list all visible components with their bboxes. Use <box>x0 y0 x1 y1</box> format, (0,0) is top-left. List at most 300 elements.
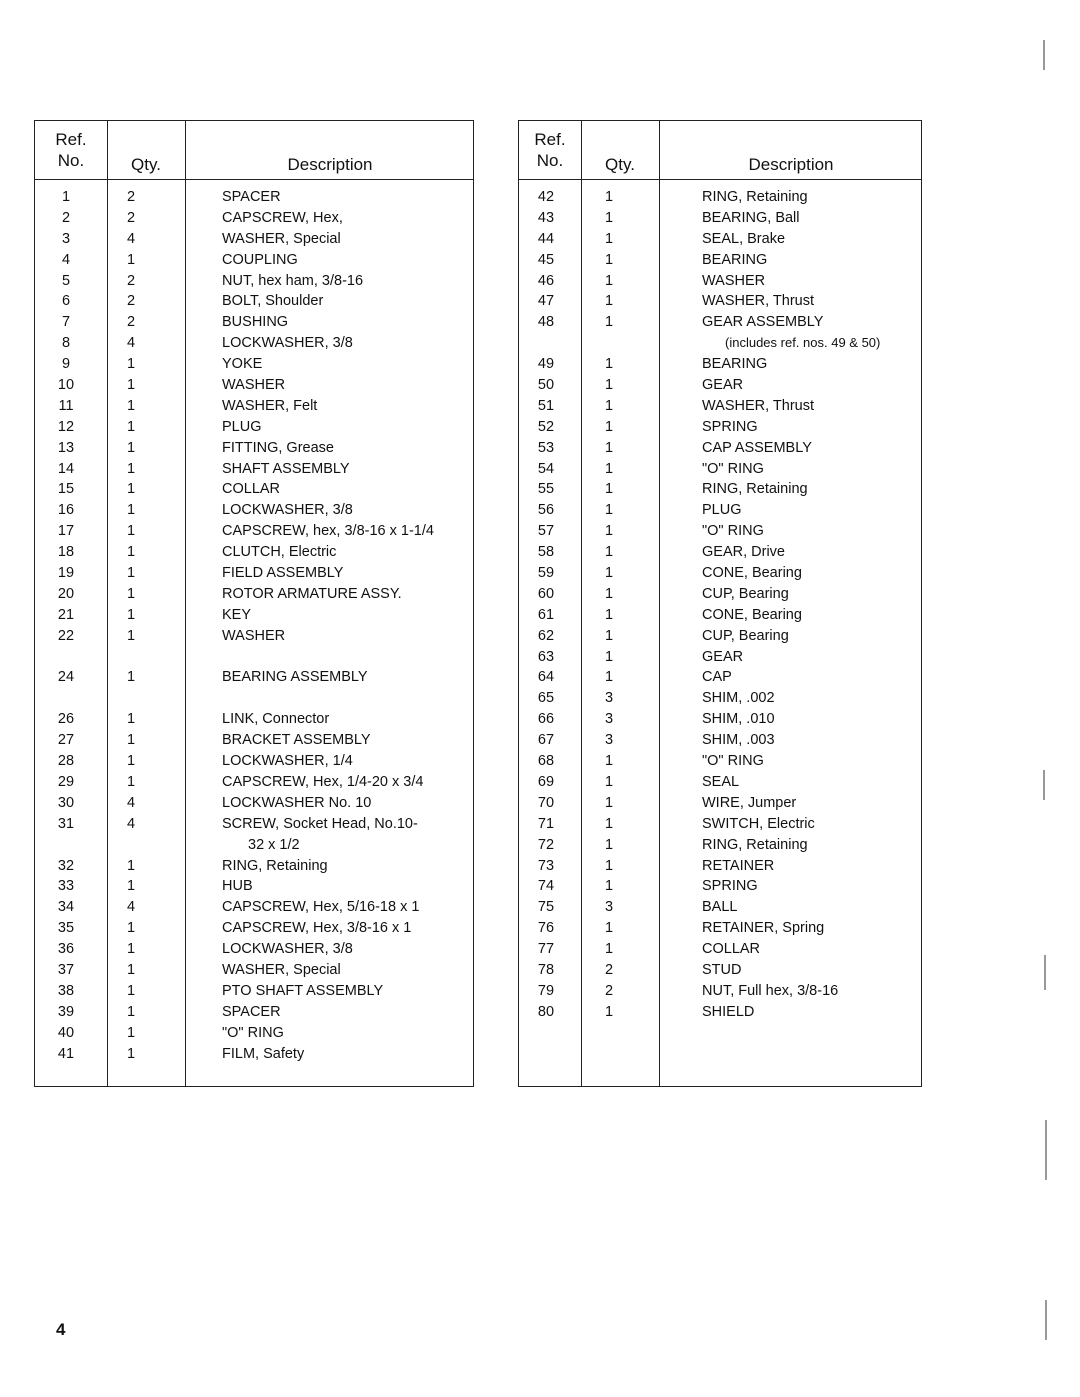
table-row <box>35 751 473 772</box>
ref-number: 62 <box>537 627 555 644</box>
ref-number: 32 <box>57 857 75 874</box>
part-description: LOCKWASHER No. 10 <box>222 794 372 811</box>
table-row <box>35 981 473 1002</box>
table-row <box>35 1002 473 1023</box>
table-row <box>519 187 921 208</box>
table-row <box>519 417 921 438</box>
part-description: SHAFT ASSEMBLY <box>222 460 350 477</box>
table-row <box>35 291 473 312</box>
table-row <box>35 876 473 897</box>
ref-number: 58 <box>537 544 555 561</box>
part-description: WASHER <box>702 272 766 289</box>
parts-table-right <box>518 120 922 1087</box>
part-description: FITTING, Grease <box>222 439 334 456</box>
table-row <box>35 375 473 396</box>
ref-number: 78 <box>537 961 555 978</box>
part-description: RING, Retaining <box>702 189 808 205</box>
table-row <box>519 250 921 271</box>
quantity: 1 <box>126 941 136 958</box>
quantity: 1 <box>604 815 614 832</box>
ref-number: 75 <box>537 899 555 916</box>
table-row <box>519 521 921 542</box>
quantity: 4 <box>126 794 136 811</box>
table-row <box>35 312 473 333</box>
table-row <box>35 647 473 668</box>
quantity: 1 <box>126 544 136 561</box>
table-row <box>519 960 921 981</box>
quantity: 3 <box>604 899 614 916</box>
ref-number: 5 <box>61 272 71 289</box>
part-description: BEARING <box>702 356 768 373</box>
quantity: 1 <box>604 293 614 310</box>
part-description: SHIM, .002 <box>702 690 775 707</box>
part-description: HUB <box>222 878 253 895</box>
ref-number: 51 <box>537 397 555 414</box>
quantity: 1 <box>604 920 614 937</box>
part-description: ROTOR ARMATURE ASSY. <box>222 585 402 602</box>
part-description: FILM, Safety <box>222 1045 305 1062</box>
table-row <box>519 542 921 563</box>
quantity: 4 <box>126 899 136 916</box>
quantity: 1 <box>126 377 136 394</box>
ref-number: 21 <box>57 606 75 623</box>
table-row <box>519 396 921 417</box>
ref-number: 53 <box>537 439 555 456</box>
quantity: 4 <box>126 230 136 247</box>
part-description: RING, Retaining <box>702 481 808 498</box>
part-description: WASHER <box>222 377 286 394</box>
ref-number: 20 <box>57 585 75 602</box>
quantity: 1 <box>604 418 614 435</box>
table-row <box>35 960 473 981</box>
table-row <box>519 626 921 647</box>
part-description: NUT, Full hex, 3/8-16 <box>702 982 839 999</box>
table-row <box>35 1023 473 1044</box>
ref-number: 64 <box>537 669 555 686</box>
quantity: 1 <box>126 732 136 749</box>
table-row <box>519 333 921 354</box>
table-row <box>519 479 921 500</box>
quantity: 1 <box>126 251 136 268</box>
quantity: 1 <box>604 794 614 811</box>
ref-number: 57 <box>537 523 555 540</box>
table-row <box>519 208 921 229</box>
table-row <box>519 500 921 521</box>
ref-no-header <box>519 121 581 179</box>
ref-number: 80 <box>537 1003 555 1020</box>
part-description: WASHER, Thrust <box>702 293 814 310</box>
table-row <box>519 897 921 918</box>
part-description: WASHER, Special <box>222 230 341 247</box>
table-row <box>519 814 921 835</box>
ref-number: 39 <box>57 1003 75 1020</box>
part-description: PLUG <box>222 418 262 435</box>
table-row <box>35 563 473 584</box>
ref-number: 38 <box>57 982 75 999</box>
quantity: 1 <box>126 397 136 414</box>
part-description: BOLT, Shoulder <box>222 293 324 310</box>
part-description: LINK, Connector <box>222 711 330 728</box>
quantity: 1 <box>126 857 136 874</box>
table-row <box>519 605 921 626</box>
quantity: 2 <box>126 209 136 226</box>
quantity: 1 <box>126 356 136 373</box>
ref-number: 49 <box>537 356 555 373</box>
part-description: CONE, Bearing <box>702 606 802 623</box>
part-description: SEAL <box>702 773 740 790</box>
table-row <box>35 605 473 626</box>
ref-number: 9 <box>61 356 71 373</box>
ref-number: 17 <box>57 523 75 540</box>
part-description: COLLAR <box>702 941 761 958</box>
part-description: SWITCH, Electric <box>702 815 815 832</box>
ref-number: 47 <box>537 293 555 310</box>
part-description: "O" RING <box>702 753 764 770</box>
table-row <box>35 250 473 271</box>
description-header <box>659 135 923 193</box>
ref-header-label: Ref. <box>55 130 87 149</box>
quantity: 3 <box>604 690 614 707</box>
ref-number: 37 <box>57 961 75 978</box>
ref-number: 24 <box>57 669 75 686</box>
part-description: RING, Retaining <box>222 857 328 874</box>
quantity: 1 <box>126 585 136 602</box>
part-description: LOCKWASHER, 3/8 <box>222 335 353 352</box>
qty-header-label: Qty. <box>131 154 161 174</box>
table-row <box>519 438 921 459</box>
ref-number: 2 <box>61 209 71 226</box>
table-row <box>35 500 473 521</box>
table-row <box>35 772 473 793</box>
quantity: 1 <box>604 565 614 582</box>
ref-number: 65 <box>537 690 555 707</box>
quantity: 1 <box>126 418 136 435</box>
rows-left <box>35 187 473 1064</box>
ref-number: 66 <box>537 711 555 728</box>
part-description: STUD <box>702 961 742 978</box>
table-row <box>519 835 921 856</box>
part-description: YOKE <box>222 356 263 373</box>
description-header-label: Description <box>748 154 834 174</box>
table-row <box>519 647 921 668</box>
part-description: SHIM, .010 <box>702 711 775 728</box>
rows-right <box>519 187 921 1023</box>
quantity: 1 <box>604 272 614 289</box>
ref-number: 79 <box>537 982 555 999</box>
quantity: 4 <box>126 335 136 352</box>
page-number: 4 <box>56 1320 66 1339</box>
table-row <box>35 271 473 292</box>
part-description: RING, Retaining <box>702 836 808 853</box>
table-row <box>519 981 921 1002</box>
part-description: CUP, Bearing <box>702 627 789 644</box>
table-row <box>519 375 921 396</box>
part-description: WIRE, Jumper <box>702 794 797 811</box>
table-row <box>35 1044 473 1065</box>
ref-number: 16 <box>57 502 75 519</box>
part-description: CAPSCREW, Hex, <box>222 209 343 226</box>
table-row <box>519 793 921 814</box>
table-row <box>519 459 921 480</box>
ref-number: 43 <box>537 209 555 226</box>
part-description: GEAR ASSEMBLY <box>702 314 824 331</box>
quantity: 1 <box>604 669 614 686</box>
part-description: SPRING <box>702 418 758 435</box>
table-row <box>35 479 473 500</box>
quantity: 1 <box>604 627 614 644</box>
table-row <box>35 438 473 459</box>
part-description: SHIELD <box>702 1003 755 1020</box>
table-row <box>519 667 921 688</box>
part-description: BALL <box>702 899 738 916</box>
part-description: SEAL, Brake <box>702 230 786 247</box>
quantity: 1 <box>126 627 136 644</box>
table-row <box>519 918 921 939</box>
scan-artifact <box>1043 770 1045 800</box>
ref-number: 44 <box>537 230 555 247</box>
ref-number: 29 <box>57 773 75 790</box>
table-row <box>519 876 921 897</box>
ref-number: 18 <box>57 544 75 561</box>
ref-number: 19 <box>57 565 75 582</box>
table-row <box>35 229 473 250</box>
part-description: COLLAR <box>222 481 281 498</box>
part-description: GEAR, Drive <box>702 544 785 561</box>
quantity: 1 <box>126 1045 136 1062</box>
ref-number: 27 <box>57 732 75 749</box>
part-description: SPACER <box>222 1003 281 1020</box>
table-row <box>519 271 921 292</box>
quantity: 1 <box>604 251 614 268</box>
ref-number: 77 <box>537 941 555 958</box>
quantity: 1 <box>126 1003 136 1020</box>
part-description: RETAINER, Spring <box>702 920 825 937</box>
part-description: CAP <box>702 669 732 686</box>
qty-header-label: Qty. <box>605 154 635 174</box>
quantity: 1 <box>126 606 136 623</box>
ref-number: 70 <box>537 794 555 811</box>
ref-number: 35 <box>57 920 75 937</box>
part-description: WASHER, Thrust <box>702 397 814 414</box>
quantity: 3 <box>604 711 614 728</box>
part-description: CAPSCREW, Hex, 1/4-20 x 3/4 <box>222 773 424 790</box>
ref-number: 10 <box>57 377 75 394</box>
part-description: GEAR <box>702 648 744 665</box>
ref-number: 55 <box>537 481 555 498</box>
ref-number: 22 <box>57 627 75 644</box>
ref-number: 30 <box>57 794 75 811</box>
ref-number: 31 <box>57 815 75 832</box>
ref-number: 42 <box>537 189 555 205</box>
part-description: RETAINER <box>702 857 775 874</box>
part-description: FIELD ASSEMBLY <box>222 565 344 582</box>
table-row <box>35 939 473 960</box>
description-header-label: Description <box>287 154 373 174</box>
table-row <box>35 856 473 877</box>
table-row <box>519 563 921 584</box>
quantity: 2 <box>604 982 614 999</box>
ref-number: 67 <box>537 732 555 749</box>
ref-number: 28 <box>57 753 75 770</box>
ref-number: 59 <box>537 565 555 582</box>
table-row <box>35 897 473 918</box>
part-description: "O" RING <box>702 460 764 477</box>
ref-number: 13 <box>57 439 75 456</box>
quantity: 1 <box>604 648 614 665</box>
quantity: 3 <box>604 732 614 749</box>
quantity: 1 <box>604 773 614 790</box>
part-description: 32 x 1/2 <box>248 836 300 853</box>
quantity: 1 <box>126 878 136 895</box>
quantity: 1 <box>604 836 614 853</box>
part-description: KEY <box>222 606 252 623</box>
part-description: SPACER <box>222 189 281 205</box>
table-row <box>519 291 921 312</box>
quantity: 2 <box>126 272 136 289</box>
table-row <box>35 459 473 480</box>
table-row <box>35 626 473 647</box>
ref-number: 63 <box>537 648 555 665</box>
ref-number: 34 <box>57 899 75 916</box>
quantity: 1 <box>604 460 614 477</box>
part-description: LOCKWASHER, 1/4 <box>222 753 353 770</box>
no-header-label: No. <box>57 151 85 170</box>
table-row <box>519 354 921 375</box>
table-row <box>35 417 473 438</box>
table-row <box>519 312 921 333</box>
part-description: LOCKWASHER, 3/8 <box>222 502 353 519</box>
ref-number: 3 <box>61 230 71 247</box>
scan-artifact <box>1045 1300 1047 1340</box>
ref-no-header <box>35 121 107 179</box>
table-row <box>35 187 473 208</box>
ref-number: 72 <box>537 836 555 853</box>
quantity: 2 <box>126 293 136 310</box>
part-description: BRACKET ASSEMBLY <box>222 732 371 749</box>
table-row <box>35 688 473 709</box>
ref-number: 61 <box>537 606 555 623</box>
part-description: CONE, Bearing <box>702 565 802 582</box>
ref-number: 52 <box>537 418 555 435</box>
quantity: 1 <box>604 209 614 226</box>
quantity: 1 <box>604 502 614 519</box>
ref-number: 69 <box>537 773 555 790</box>
part-description: GEAR <box>702 377 744 394</box>
part-description: CAPSCREW, Hex, 3/8-16 x 1 <box>222 920 412 937</box>
table-row <box>35 793 473 814</box>
table-row <box>35 521 473 542</box>
ref-number: 50 <box>537 377 555 394</box>
quantity: 1 <box>604 1003 614 1020</box>
part-description: PTO SHAFT ASSEMBLY <box>222 982 384 999</box>
table-row <box>519 688 921 709</box>
table-row <box>519 751 921 772</box>
no-header-label: No. <box>536 151 564 170</box>
ref-number: 11 <box>58 397 74 414</box>
ref-number: 14 <box>57 460 75 477</box>
quantity: 1 <box>604 397 614 414</box>
table-row <box>35 396 473 417</box>
part-description: (includes ref. nos. 49 & 50) <box>725 335 881 351</box>
table-row <box>519 856 921 877</box>
part-description: COUPLING <box>222 251 298 268</box>
part-description: WASHER, Special <box>222 961 341 978</box>
quantity: 1 <box>126 481 136 498</box>
table-row <box>519 584 921 605</box>
quantity: 1 <box>126 961 136 978</box>
table-row <box>35 208 473 229</box>
quantity: 1 <box>126 753 136 770</box>
table-row <box>35 584 473 605</box>
quantity: 1 <box>604 377 614 394</box>
table-row <box>35 918 473 939</box>
quantity: 1 <box>604 481 614 498</box>
quantity: 1 <box>604 606 614 623</box>
ref-number: 40 <box>57 1024 75 1041</box>
part-description: "O" RING <box>702 523 764 540</box>
quantity: 1 <box>604 878 614 895</box>
ref-number: 73 <box>537 857 555 874</box>
part-description: SHIM, .003 <box>702 732 775 749</box>
ref-number: 7 <box>61 314 71 331</box>
quantity: 1 <box>126 460 136 477</box>
scan-artifact <box>1043 40 1045 70</box>
part-description: BUSHING <box>222 314 289 331</box>
ref-header-label: Ref. <box>534 130 566 149</box>
ref-number: 12 <box>57 418 75 435</box>
ref-number: 1 <box>61 189 71 205</box>
ref-number: 6 <box>61 293 71 310</box>
quantity: 1 <box>126 523 136 540</box>
part-description: LOCKWASHER, 3/8 <box>222 941 353 958</box>
ref-number: 15 <box>57 481 75 498</box>
ref-number: 46 <box>537 272 555 289</box>
quantity: 1 <box>126 565 136 582</box>
part-description: BEARING ASSEMBLY <box>222 669 368 686</box>
ref-number: 68 <box>537 753 555 770</box>
table-row <box>519 229 921 250</box>
part-description: WASHER, Felt <box>222 397 318 414</box>
part-description: CAP ASSEMBLY <box>702 439 812 456</box>
quantity: 2 <box>604 961 614 978</box>
table-row <box>35 730 473 751</box>
part-description: CAPSCREW, hex, 3/8-16 x 1-1/4 <box>222 523 434 540</box>
quantity: 2 <box>126 314 136 331</box>
qty-header <box>581 135 659 193</box>
quantity: 1 <box>604 439 614 456</box>
quantity: 1 <box>604 230 614 247</box>
quantity: 1 <box>604 941 614 958</box>
quantity: 1 <box>126 920 136 937</box>
ref-number: 60 <box>537 585 555 602</box>
table-row <box>35 333 473 354</box>
quantity: 1 <box>126 1024 136 1041</box>
table-row <box>35 709 473 730</box>
table-row <box>519 730 921 751</box>
table-row <box>519 709 921 730</box>
quantity: 1 <box>604 585 614 602</box>
table-row <box>35 835 473 856</box>
ref-number: 56 <box>537 502 555 519</box>
quantity: 1 <box>126 669 136 686</box>
quantity: 1 <box>604 314 614 331</box>
part-description: CUP, Bearing <box>702 585 789 602</box>
part-description: PLUG <box>702 502 742 519</box>
parts-table-left <box>34 120 474 1087</box>
ref-number: 54 <box>537 460 555 477</box>
part-description: BEARING <box>702 251 768 268</box>
part-description: CAPSCREW, Hex, 5/16-18 x 1 <box>222 899 420 916</box>
